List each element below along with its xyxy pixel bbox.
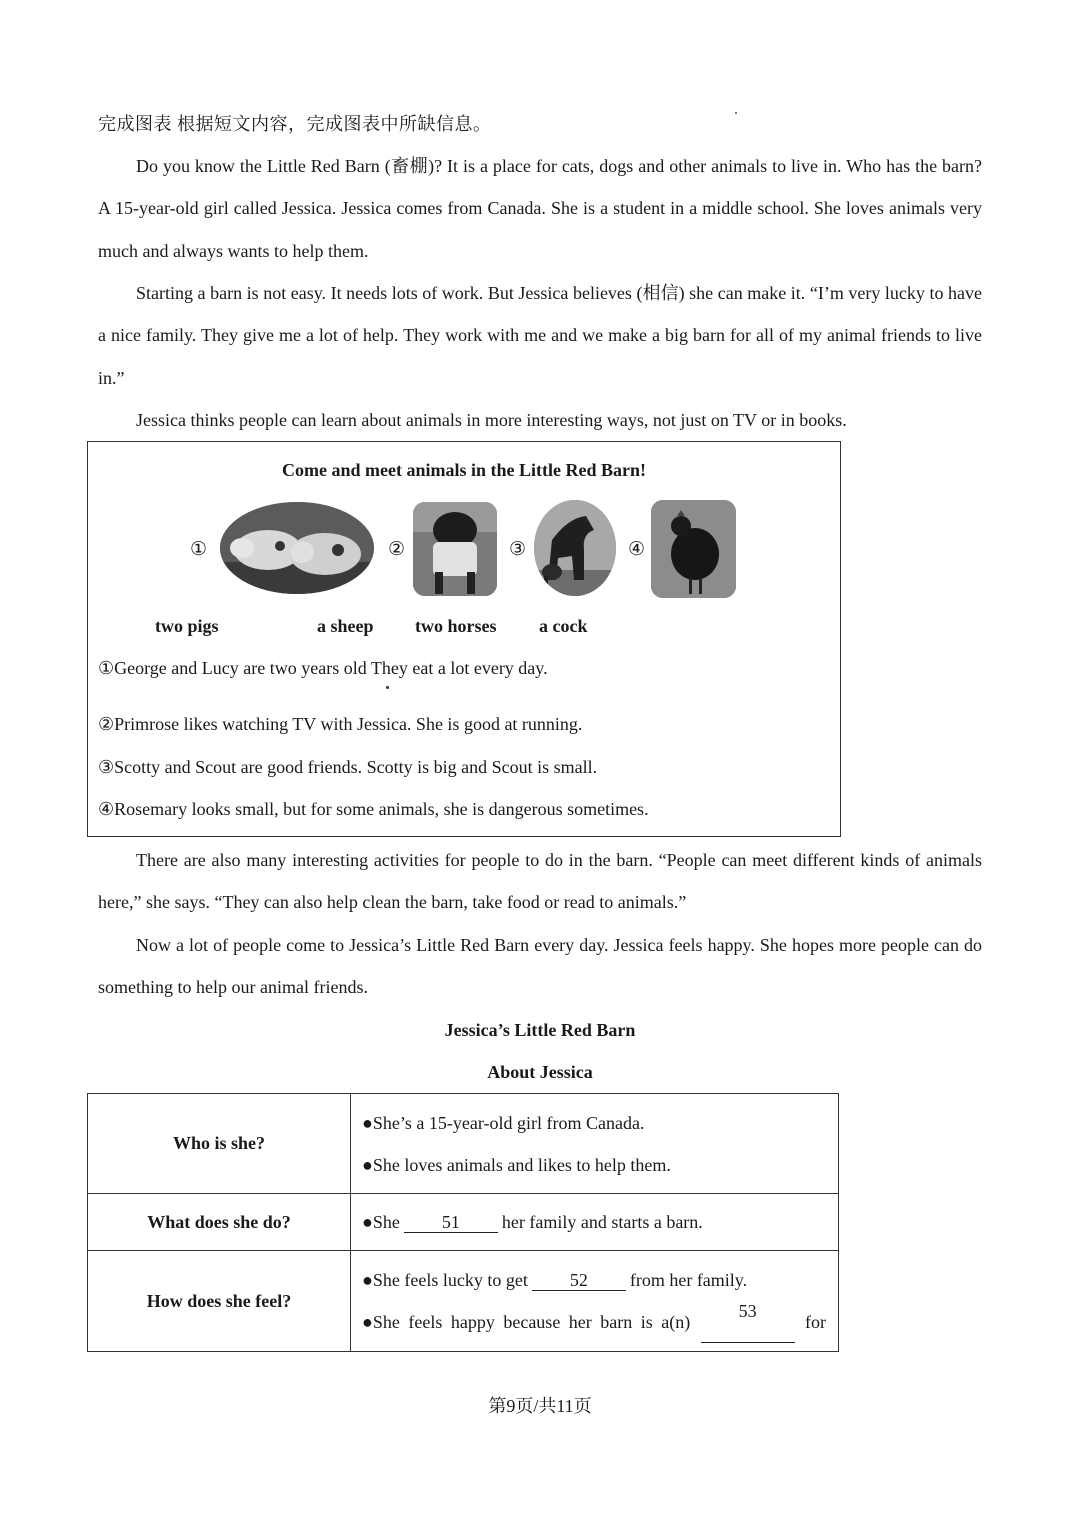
question-cell: How does she feel? — [88, 1251, 351, 1352]
answer-line — [362, 1259, 838, 1301]
animal-num-3: ③ — [509, 539, 527, 560]
answer-prefix: ●She feels happy because her barn is a(n) — [362, 1312, 691, 1332]
animal-num-4: ④ — [628, 539, 646, 560]
speck — [735, 112, 737, 114]
paragraph-4 — [98, 839, 982, 924]
animal-box-title: Come and meet animals in the Little Red Barn! — [282, 460, 646, 480]
paragraph-4-text: There are also many interesting activities for people to do in the barn. “People can meet different kinds of animals here,” she says. “They can also help clean the barn, take food or read to animals.” — [98, 850, 982, 913]
description-4: ④Rosemary looks small, but for some animals, she is dangerous sometimes. — [98, 799, 649, 819]
description-2: ②Primrose likes watching TV with Jessica. She is good at running. — [98, 714, 583, 734]
answer-suffix: from her family. — [629, 1270, 748, 1290]
answer-line: ●She’s a 15-year-old girl from Canada. — [362, 1112, 645, 1133]
blank-53[interactable]: 53 — [701, 1301, 795, 1343]
caption-sheep: a sheep — [317, 616, 374, 636]
question-cell: Who is she? — [88, 1094, 351, 1194]
answer-suffix: her family and starts a barn. — [501, 1212, 703, 1232]
paragraph-2 — [98, 272, 982, 399]
animal-num-1: ① — [190, 539, 208, 560]
page-footer: 第9页/共11页 — [488, 1396, 592, 1416]
paragraph-5 — [98, 924, 982, 1009]
speck — [386, 686, 389, 689]
caption-cock: a cock — [539, 616, 588, 636]
description-1: ①George and Lucy are two years old They eat a lot every day. — [98, 658, 548, 678]
chart-subtitle: About Jessica — [487, 1062, 593, 1082]
info-table — [87, 1093, 839, 1352]
animal-num-2: ② — [388, 539, 406, 560]
answer-cell — [351, 1094, 839, 1194]
table-row — [88, 1251, 839, 1352]
table-row — [88, 1194, 839, 1251]
instruction: 完成图表 根据短文内容，完成图表中所缺信息。 — [98, 114, 492, 134]
table-row — [88, 1094, 839, 1194]
answer-line: ●She loves animals and likes to help them. — [362, 1154, 671, 1175]
cock-photo-icon — [651, 500, 736, 598]
answer-cell — [351, 1194, 839, 1251]
answer-line — [362, 1201, 838, 1243]
paragraph-1-text: Do you know the Little Red Barn (畜棚)? It is a place for cats, dogs and other animals to live in. Who has the barn? A 15-year-old girl called Jessica. Jessica comes from Canada. She is a student in a middle school. She loves animals very much and always wants to help them. — [98, 156, 982, 261]
paragraph-5-text: Now a lot of people come to Jessica’s Little Red Barn every day. Jessica feels happy. She hopes more people can do something to help our animal friends. — [98, 935, 982, 998]
answer-cell — [351, 1251, 839, 1352]
pigs-photo-icon — [220, 502, 374, 594]
description-3: ③Scotty and Scout are good friends. Scotty is big and Scout is small. — [98, 757, 598, 777]
question-cell: What does she do? — [88, 1194, 351, 1251]
horses-photo-icon — [534, 500, 616, 596]
animal-box — [87, 441, 841, 837]
caption-pigs: two pigs — [155, 616, 219, 636]
chart-title: Jessica’s Little Red Barn — [444, 1020, 636, 1040]
paragraph-2-text: Starting a barn is not easy. It needs lots of work. But Jessica believes (相信) she can make it. “I’m very lucky to have a nice family. They give me a lot of help. They work with me and we make a big barn for all of my animal friends to live in.” — [98, 283, 982, 388]
blank-51[interactable]: 51 — [404, 1212, 498, 1233]
answer-line — [362, 1301, 838, 1343]
answer-prefix: ●She feels lucky to get — [362, 1270, 528, 1290]
paragraph-3-text: Jessica thinks people can learn about animals in more interesting ways, not just on TV or in books. — [136, 410, 847, 430]
paragraph-3 — [98, 399, 982, 441]
caption-horses: two horses — [415, 616, 497, 636]
answer-suffix: for — [804, 1312, 826, 1332]
paragraph-1 — [98, 145, 982, 272]
sheep-photo-icon — [413, 502, 497, 596]
answer-prefix: ●She — [362, 1212, 400, 1232]
blank-52[interactable]: 52 — [532, 1270, 626, 1291]
